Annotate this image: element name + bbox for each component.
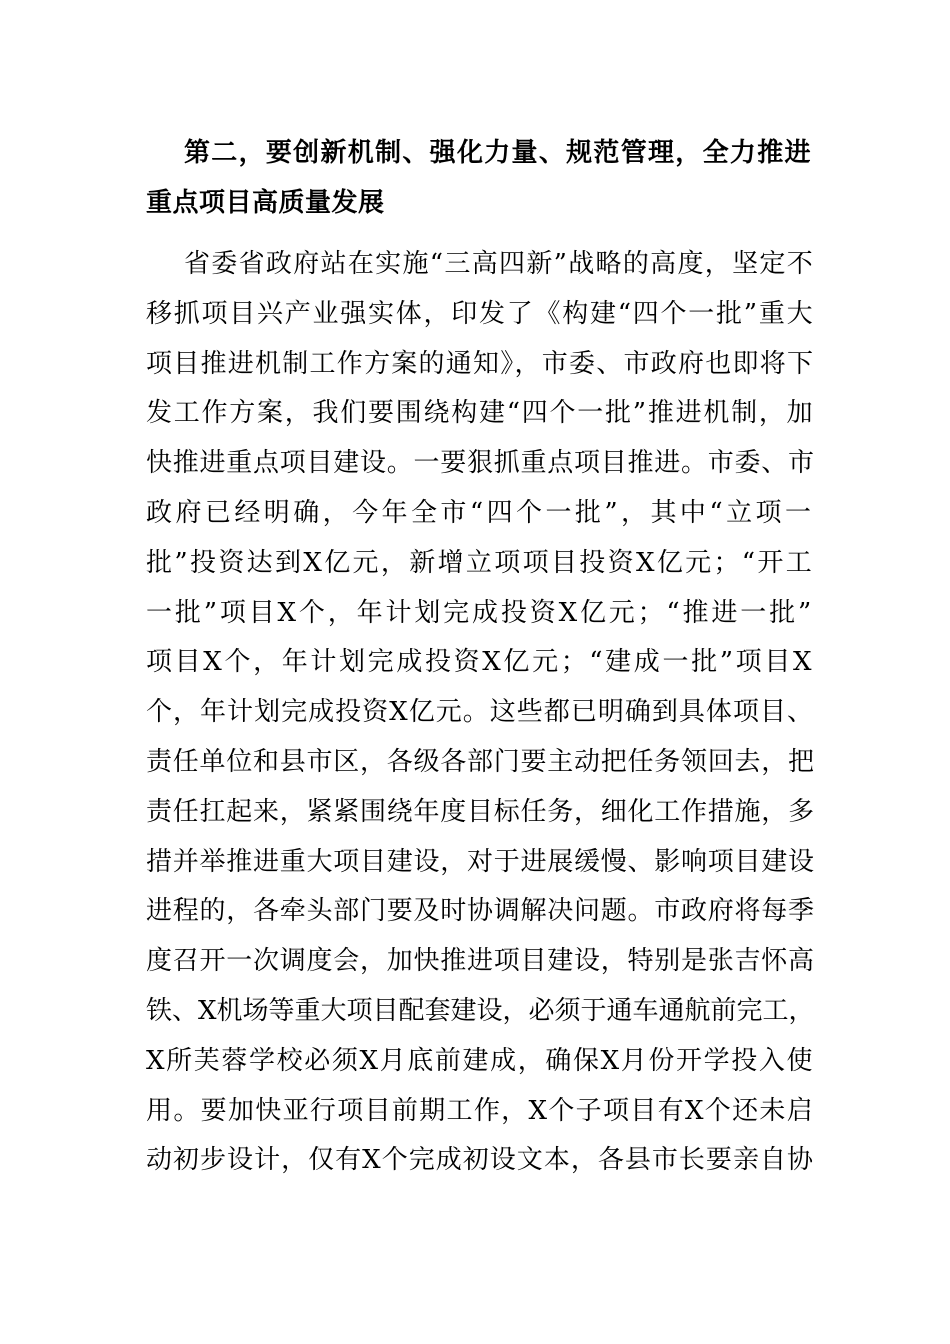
body-line: 项目推进机制工作方案的通知》，市委、市政府也即将下 [146, 348, 815, 379]
section-heading: 第二，要创新机制、强化力量、规范管理，全力推进重点项目高质量发展 [146, 138, 811, 218]
body-line: 动初步设计，仅有X个完成初设文本，各县市长要亲自协 [146, 1145, 814, 1176]
body-line: 移抓项目兴产业强实体，印发了《构建“四个一批”重大 [146, 298, 815, 329]
body-line: 政府已经明确，今年全市“四个一批”，其中“立项一 [146, 497, 814, 528]
body-line: 项目X个，年计划完成投资X亿元；“建成一批”项目X [146, 647, 814, 678]
body-line: 责任单位和县市区，各级各部门要主动把任务领回去，把 [146, 746, 815, 777]
body-line: 进程的，各牵头部门要及时协调解决问题。市政府将每季 [146, 896, 815, 927]
body-line: 个，年计划完成投资X亿元。这些都已明确到具体项目、 [146, 697, 814, 728]
body-line: 措并举推进重大项目建设，对于进展缓慢、影响项目建设 [146, 846, 815, 877]
body-line: 发工作方案，我们要围绕构建“四个一批”推进机制，加 [146, 398, 815, 429]
body-line: 省委省政府站在实施“三高四新”战略的高度，坚定不 [184, 249, 814, 279]
body-line: 一批”项目X个，年计划完成投资X亿元；“推进一批” [146, 597, 814, 628]
body-line: 批”投资达到X亿元，新增立项项目投资X亿元；“开工 [146, 547, 814, 578]
body-line: 铁、X机场等重大项目配套建设，必须于通车通航前完工， [146, 995, 815, 1026]
body-line: 用。要加快亚行项目前期工作，X个子项目有X个还未启 [146, 1095, 814, 1126]
body-line: X所芙蓉学校必须X月底前建成，确保X月份开学投入使 [146, 1045, 814, 1076]
body-line: 责任扛起来，紧紧围绕年度目标任务，细化工作措施，多 [146, 796, 815, 827]
body-line: 度召开一次调度会，加快推进项目建设，特别是张吉怀高 [146, 946, 815, 977]
body-line: 快推进重点项目建设。一要狠抓重点项目推进。市委、市 [146, 448, 815, 479]
body-paragraph [146, 240, 814, 1186]
